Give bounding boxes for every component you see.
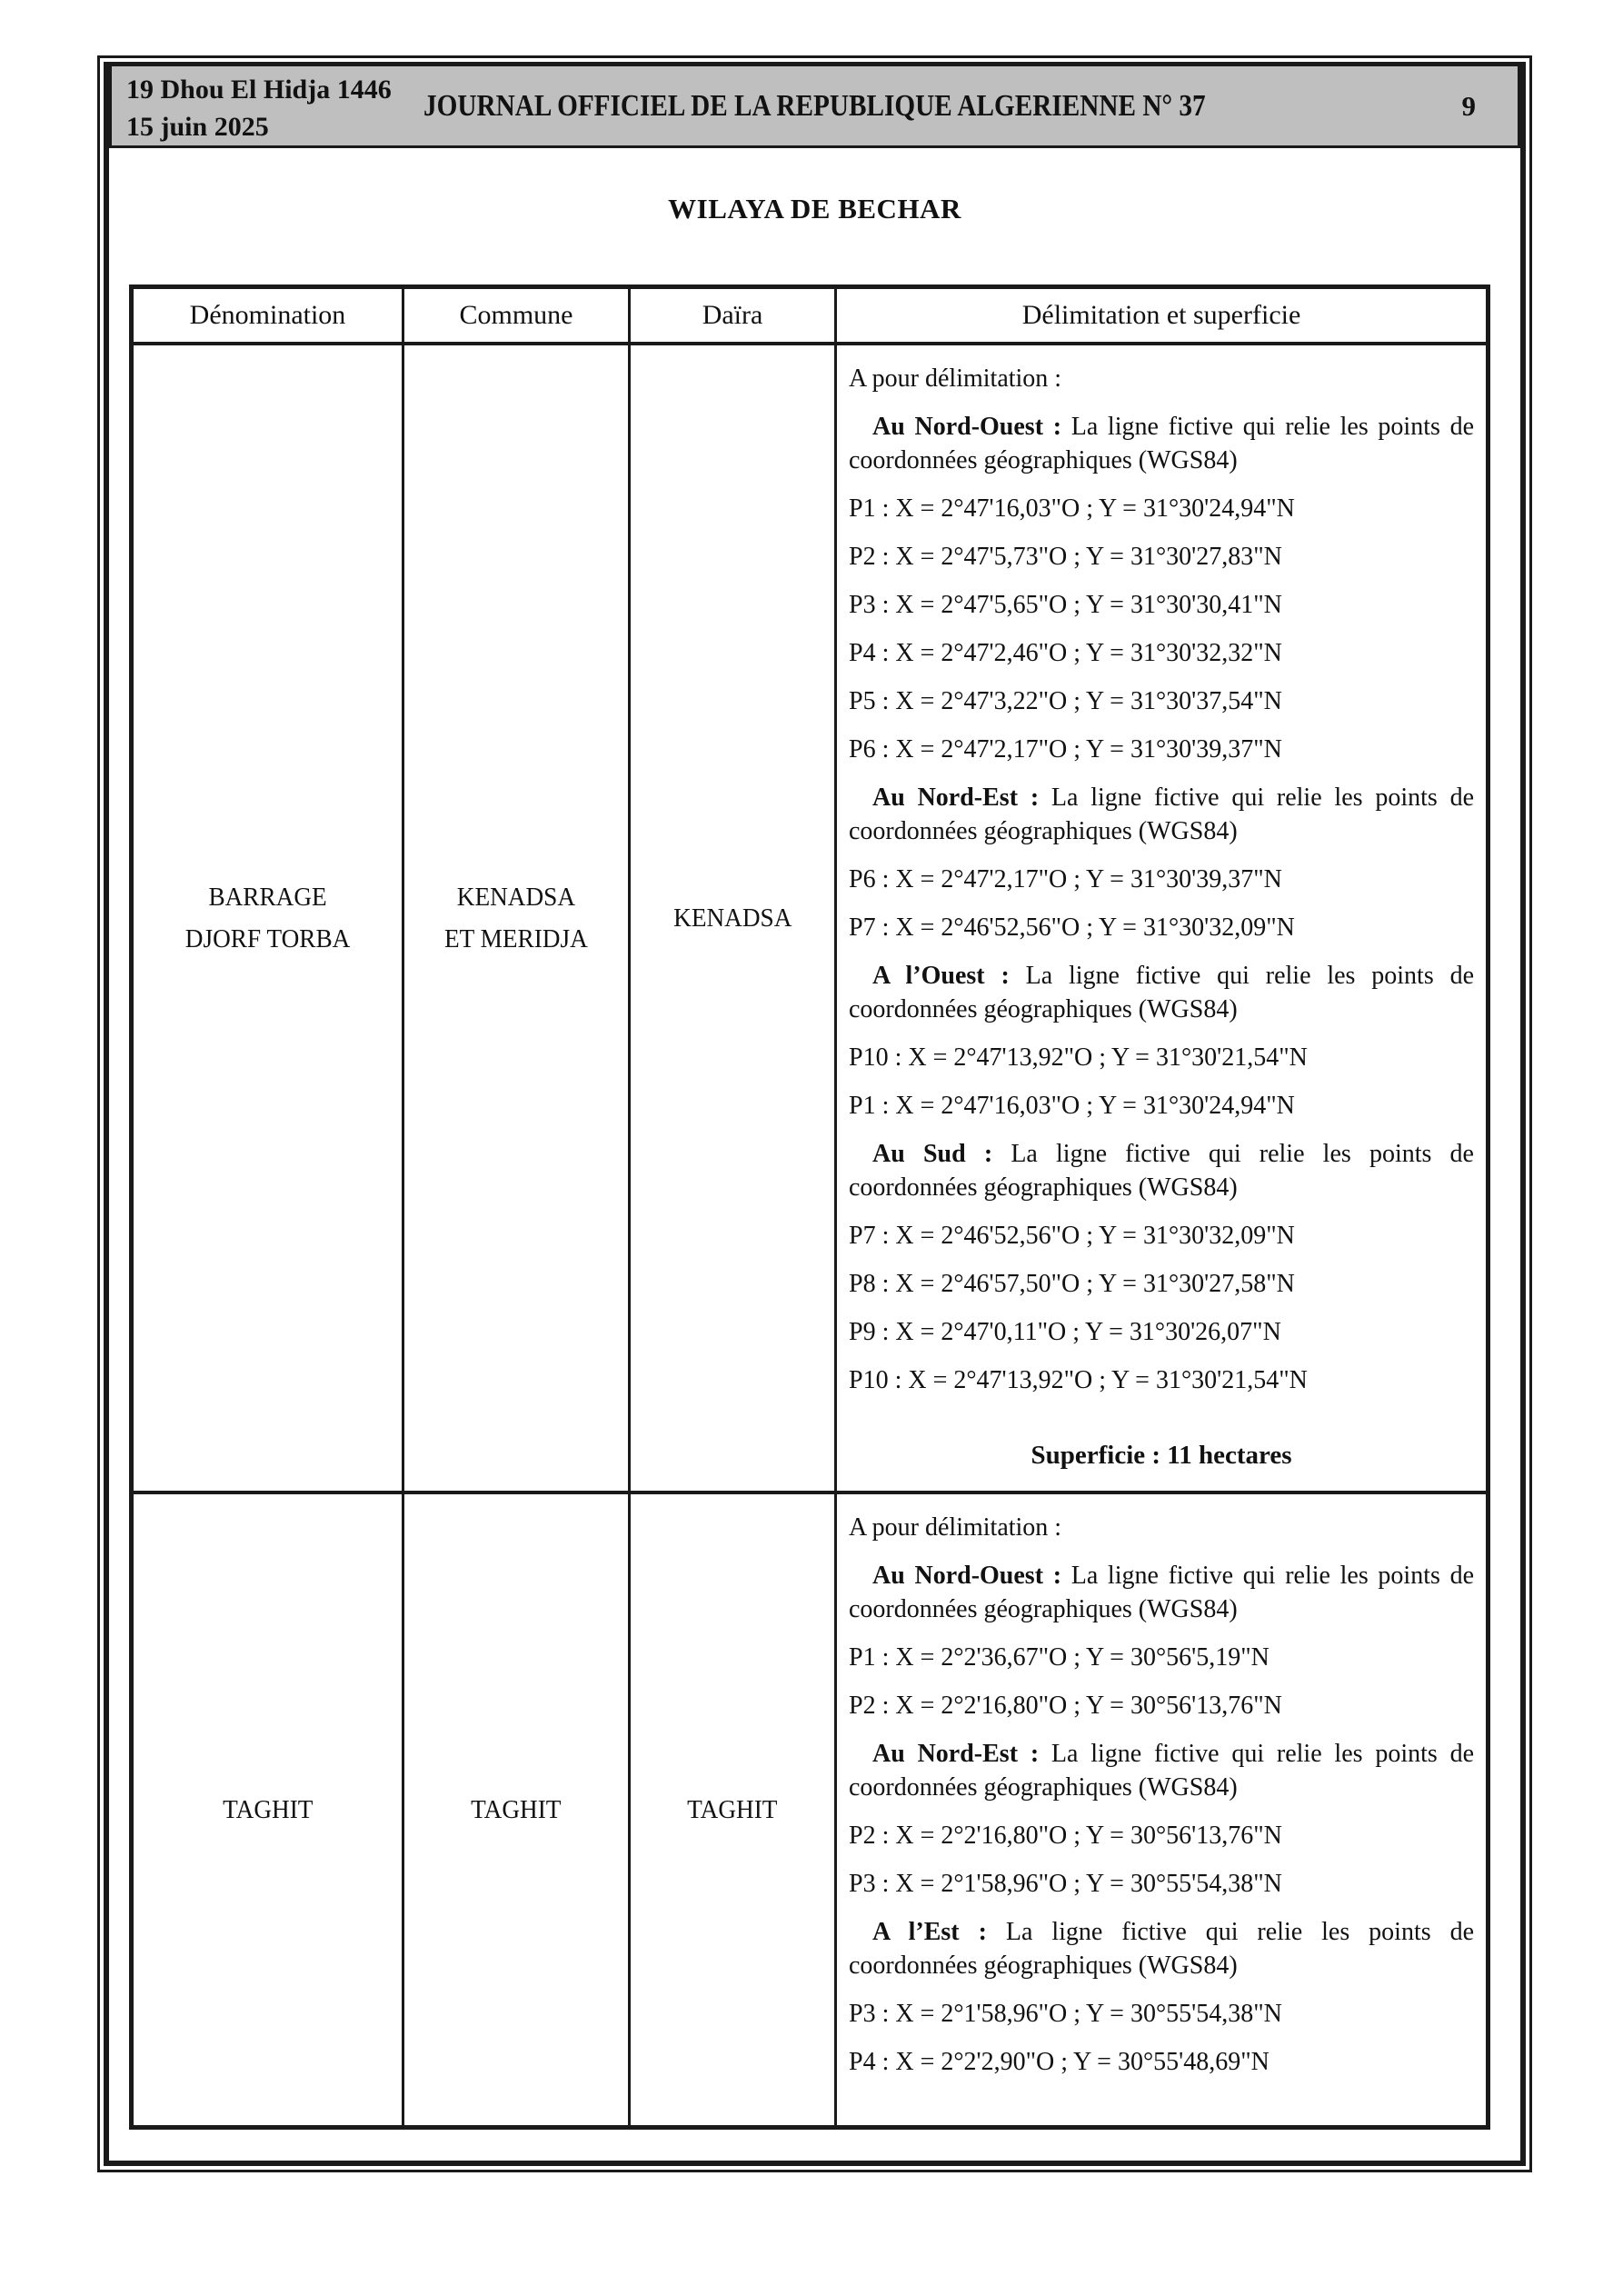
delimitation-cell [837,1494,1486,2125]
column-header-daira: Daïra [631,289,837,342]
coordinate-point: P1 : X = 2°47'16,03"O ; Y = 31°30'24,94"N [849,1092,1295,1120]
journal-title: JOURNAL OFFICIEL DE LA REPUBLIQUE ALGERIENNE N° 37 [423,88,1206,123]
coordinate-point: P4 : X = 2°2'2,90"O ; Y = 30°55'48,69"N [849,2048,1270,2076]
cell-text-line: BARRAGE [208,883,327,912]
paragraph-line: coordonnées géographiques (WGS84) [849,1773,1238,1802]
coordinate-point: P8 : X = 2°46'57,50"O ; Y = 31°30'27,58"N [849,1270,1295,1298]
page-number: 9 [1461,89,1476,122]
coordinate-point: P2 : X = 2°47'5,73"O ; Y = 31°30'27,83"N [849,543,1282,571]
cell-text [687,1789,777,1831]
coordinate-point: P3 : X = 2°1'58,96"O ; Y = 30°55'54,38"N [849,1870,1282,1898]
paragraph-line: Au Sud : La ligne fictive qui relie les points de [872,1140,1474,1168]
gregorian-date: 15 juin 2025 [126,112,269,142]
hijri-date: 19 Dhou El Hidja 1446 [126,75,392,105]
delimitation-intro: A pour délimitation : [849,364,1062,393]
delimitation-table [129,285,1490,2130]
coordinate-point: P2 : X = 2°2'16,80"O ; Y = 30°56'13,76"N [849,1692,1282,1720]
column-header-denomination: Dénomination [134,289,404,342]
paragraph-line: coordonnées géographiques (WGS84) [849,1952,1238,1980]
cell-text-line: ET MERIDJA [444,924,588,953]
commune-cell [404,1494,631,2125]
paragraph-line: A l’Ouest : La ligne fictive qui relie les points de [872,962,1474,990]
boundary-direction-label: Au Nord-Ouest : [872,1562,1062,1590]
boundary-direction-label: Au Sud : [872,1140,993,1168]
column-header-delimitation: Délimitation et superficie [1021,300,1301,330]
paragraph-line: coordonnées géographiques (WGS84) [849,1595,1238,1623]
coordinate-point: P1 : X = 2°2'36,67"O ; Y = 30°56'5,19"N [849,1643,1270,1672]
cell-text-line: TAGHIT [687,1795,778,1824]
journal-title-wrap [112,66,1518,145]
cell-text-line: TAGHIT [222,1795,314,1824]
coordinate-point: P3 : X = 2°1'58,96"O ; Y = 30°55'54,38"N [849,2000,1282,2028]
delimitation-cell [837,345,1486,1491]
coordinate-point: P10 : X = 2°47'13,92"O ; Y = 31°30'21,54"N [849,1366,1308,1394]
coordinate-point: P6 : X = 2°47'2,17"O ; Y = 31°30'39,37"N [849,735,1282,764]
delimitation-intro: A pour délimitation : [849,1513,1062,1542]
journal-masthead [109,64,1520,148]
cell-text [471,1789,561,1831]
table-row [134,345,1486,1494]
paragraph-line: Au Nord-Ouest : La ligne fictive qui relie les points de [872,1562,1474,1590]
cell-text [185,876,351,960]
boundary-paragraph [849,410,1474,477]
boundary-paragraph [849,1737,1474,1804]
section-title: WILAYA DE BECHAR [668,193,961,225]
boundary-direction-label: A l’Est : [872,1918,987,1946]
boundary-paragraph [849,1915,1474,1982]
denomination-cell [134,1494,404,2125]
paragraph-line: coordonnées géographiques (WGS84) [849,817,1238,845]
paragraph-line: A l’Est : La ligne fictive qui relie les points de [872,1918,1474,1946]
boundary-direction-label: Au Nord-Est : [872,1740,1040,1768]
coordinate-point: P4 : X = 2°47'2,46"O ; Y = 31°30'32,32"N [849,639,1282,667]
denomination-cell [134,345,404,1491]
paragraph-line: coordonnées géographiques (WGS84) [849,995,1238,1023]
commune-cell [404,345,631,1491]
coordinate-point: P7 : X = 2°46'52,56"O ; Y = 31°30'32,09"N [849,913,1295,942]
coordinate-point: P2 : X = 2°2'16,80"O ; Y = 30°56'13,76"N [849,1822,1282,1850]
cell-text [223,1789,313,1831]
coordinate-point: P3 : X = 2°47'5,65"O ; Y = 31°30'30,41"N [849,591,1282,619]
coordinate-point: P7 : X = 2°46'52,56"O ; Y = 31°30'32,09"N [849,1222,1295,1250]
daira-cell [631,1494,837,2125]
table-row [134,1494,1486,2125]
coordinate-point: P10 : X = 2°47'13,92"O ; Y = 31°30'21,54"N [849,1043,1308,1072]
boundary-paragraph [849,1137,1474,1204]
paragraph-line: coordonnées géographiques (WGS84) [849,1173,1238,1202]
boundary-direction-label: Au Nord-Ouest : [872,413,1062,441]
table-body [134,345,1486,2125]
paragraph-line: Au Nord-Est : La ligne fictive qui relie les points de [872,1740,1474,1768]
daira-cell [631,345,837,1491]
cell-text-line: KENADSA [672,903,792,933]
column-header-commune: Commune [404,289,631,342]
table-header-row [134,289,1486,345]
cell-text-line: DJORF TORBA [184,924,351,953]
coordinate-point: P9 : X = 2°47'0,11"O ; Y = 31°30'26,07"N [849,1318,1281,1346]
cell-text [673,897,792,939]
boundary-direction-label: A l’Ouest : [872,962,1010,990]
paragraph-line: Au Nord-Ouest : La ligne fictive qui relie les points de [872,413,1474,441]
paragraph-line: Au Nord-Est : La ligne fictive qui relie les points de [872,784,1474,812]
boundary-paragraph [849,1559,1474,1626]
coordinate-point: P6 : X = 2°47'2,17"O ; Y = 31°30'39,37"N [849,865,1282,893]
cell-text [444,876,588,960]
superficie-line: Superficie : 11 hectares [1031,1441,1292,1470]
boundary-paragraph [849,781,1474,848]
boundary-paragraph [849,959,1474,1026]
paragraph-line: coordonnées géographiques (WGS84) [849,446,1238,474]
boundary-direction-label: Au Nord-Est : [872,784,1040,812]
coordinate-point: P5 : X = 2°47'3,22"O ; Y = 31°30'37,54"N [849,687,1282,715]
coordinate-point: P1 : X = 2°47'16,03"O ; Y = 31°30'24,94"N [849,494,1295,523]
cell-text-line: TAGHIT [471,1795,562,1824]
cell-text-line: KENADSA [456,883,576,912]
